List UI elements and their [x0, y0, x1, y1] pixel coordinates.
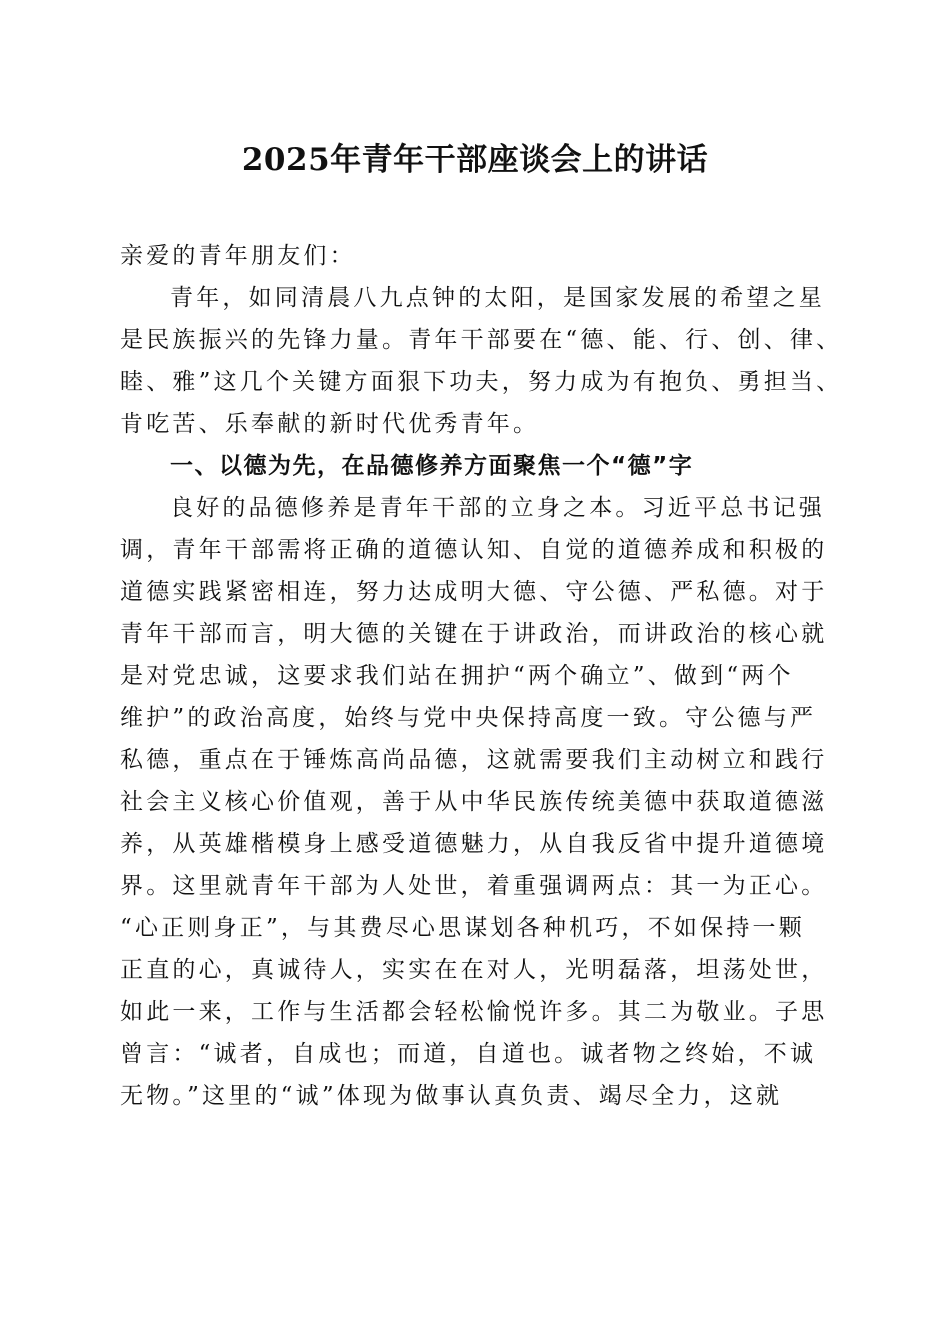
paragraph-line: 道德实践紧密相连，努力达成明大德、守公德、严私德。对于 [120, 579, 828, 605]
paragraph-line: 青年干部而言，明大德的关键在于讲政治，而讲政治的核心就 [120, 621, 828, 647]
paragraph-line: 睦、雅”这几个关键方面狠下功夫，努力成为有抱负、勇担当、 [120, 369, 843, 395]
paragraph-line: 界。这里就青年干部为人处世，着重强调两点：其一为正心。 [120, 873, 828, 899]
paragraph-line: 良好的品德修养是青年干部的立身之本。习近平总书记强 [170, 495, 825, 521]
document-body [120, 235, 843, 1117]
paragraph-line: 曾言：“诚者，自成也；而道，自道也。诚者物之终始，不诚 [120, 1041, 817, 1067]
paragraph-line: 维护”的政治高度，始终与党中央保持高度一致。守公德与严 [120, 705, 817, 731]
paragraph-line: 社会主义核心价值观，善于从中华民族传统美德中获取道德滋 [120, 789, 828, 815]
paragraph-line: 是民族振兴的先锋力量。青年干部要在“德、能、行、创、律、 [120, 327, 843, 353]
paragraph-line: “心正则身正”，与其费尽心思谋划各种机巧，不如保持一颗 [120, 915, 805, 941]
paragraph-line: 如此一来，工作与生活都会轻松愉悦许多。其二为敬业。子思 [120, 999, 828, 1025]
paragraph-line: 正直的心，真诚待人，实实在在对人，光明磊落，坦荡处世， [120, 957, 828, 983]
section-heading: 一、以德为先，在品德修养方面聚焦一个“德”字 [170, 453, 694, 479]
paragraph-line: 肯吃苦、乐奉献的新时代优秀青年。 [120, 411, 540, 437]
paragraph-line: 私德，重点在于锤炼高尚品德，这就需要我们主动树立和践行 [120, 747, 828, 773]
paragraph-line: 是对党忠诚，这要求我们站在拥护“两个确立”、做到“两个 [120, 663, 794, 689]
paragraph-line: 青年，如同清晨八九点钟的太阳，是国家发展的希望之星 [170, 285, 825, 311]
paragraph-line: 调，青年干部需将正确的道德认知、自觉的道德养成和积极的 [120, 537, 828, 563]
paragraph-line: 养，从英雄楷模身上感受道德魅力，从自我反省中提升道德境 [120, 831, 828, 857]
paragraph-line: 无物。”这里的“诚”体现为做事认真负责、竭尽全力，这就 [120, 1083, 783, 1109]
salutation-line: 亲爱的青年朋友们： [120, 243, 356, 269]
document-title: 2025年青年干部座谈会上的讲话 [241, 142, 709, 178]
